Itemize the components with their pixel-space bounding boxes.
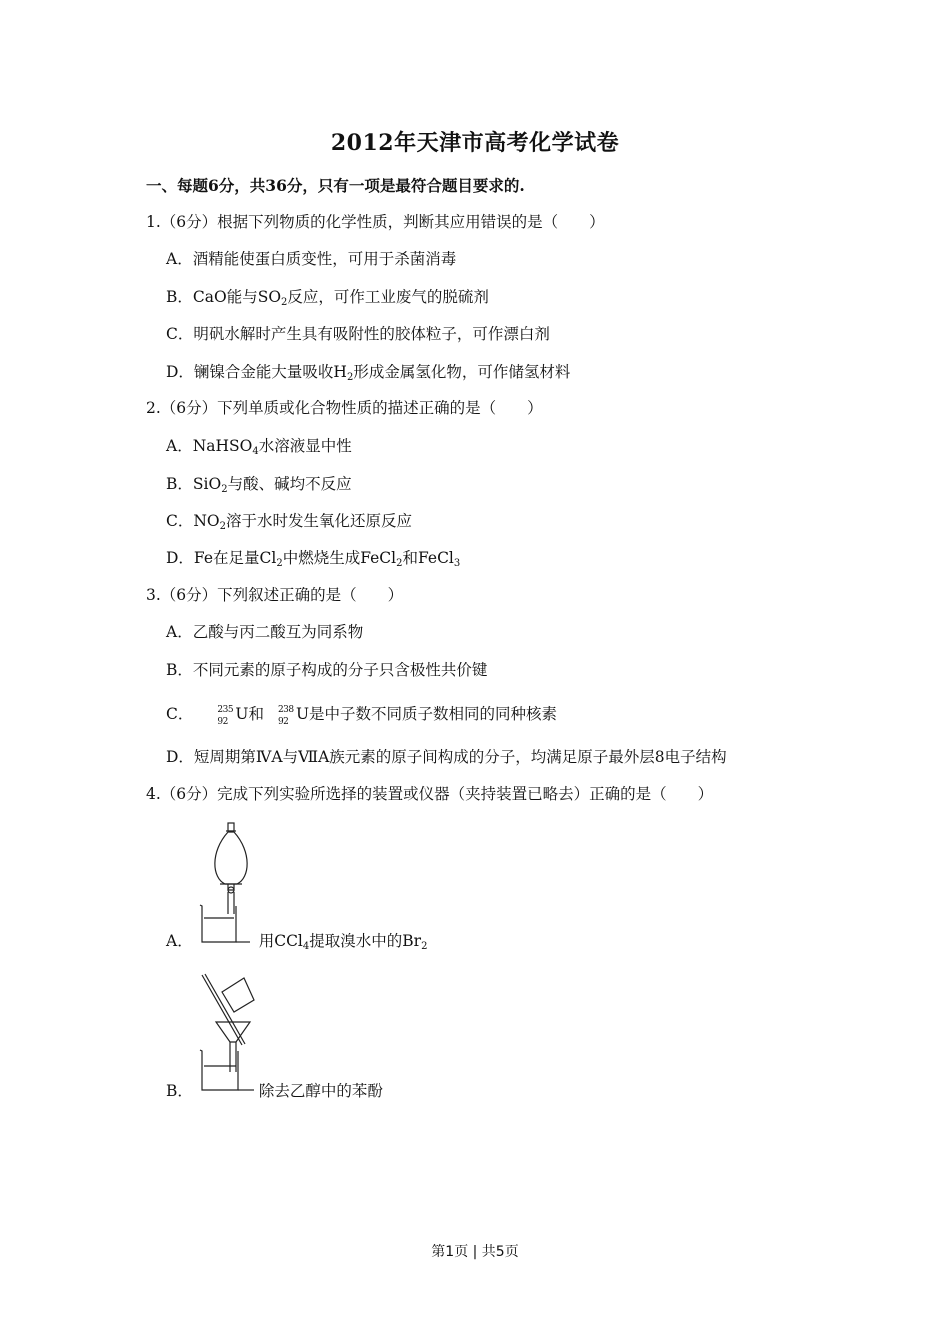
question-3-option-b: B．不同元素的原子构成的分子只含极性共价键 [166,661,488,679]
question-2-option-b: B．SiO$_2$与酸、碱均不反应 [166,475,352,495]
question-1-option-c: C．明矾水解时产生具有吸附性的胶体粒子，可作漂白剂 [166,325,550,343]
question-1-stem: 1.（6分）根据下列物质的化学性质，判断其应用错误的是（ ） [146,213,605,231]
question-3-option-d: D．短周期第ⅣA与ⅦA族元素的原子间构成的分子，均满足原子最外层8电子结构 [166,748,727,766]
question-3-option-c: C． 235 92 U和 238 92 U是中子数不同质子数相同的同种核素 [166,705,558,727]
question-1-option-d: D．镧镍合金能大量吸收$H_2$形成金属氢化物，可作储氢材料 [166,363,571,383]
question-2-option-a: A．NaHSO$_4$水溶液显中性 [166,437,352,457]
isotope-u238: 238 92 [277,705,294,727]
question-4-stem: 4.（6分）完成下列实验所选择的装置或仪器（夹持装置已略去）正确的是（ ） [146,785,714,803]
page-footer: 第1页 | 共5页 [431,1244,519,1260]
question-2-option-d: D．Fe在足量$Cl_2$中燃烧生成FeCl$_2$和FeCl$_3$ [166,549,461,569]
question-4-option-b: B． 除去乙醇中的苯酚 [166,1082,383,1100]
page-title: 2012年天津市高考化学试卷 [330,130,620,156]
section-heading: 一、每题6分，共36分，只有一项是最符合题目要求的. [146,176,525,195]
question-2-option-c: C．$NO_2$溶于水时发生氧化还原反应 [166,512,413,532]
question-2-stem: 2.（6分）下列单质或化合物性质的描述正确的是（ ） [146,399,543,417]
question-1-option-b: B．CaO能与$SO_2$反应，可作工业废气的脱硫剂 [166,288,489,308]
isotope-u235: 235 92 [217,705,234,727]
question-1-option-a: A．酒精能使蛋白质变性，可用于杀菌消毒 [166,250,457,268]
question-3-option-a: A．乙酸与丙二酸互为同系物 [166,623,364,641]
question-4-option-a: A． 用CCl$_4$提取溴水中的$Br_2$ [166,932,428,952]
question-3-stem: 3.（6分）下列叙述正确的是（ ） [146,586,404,604]
